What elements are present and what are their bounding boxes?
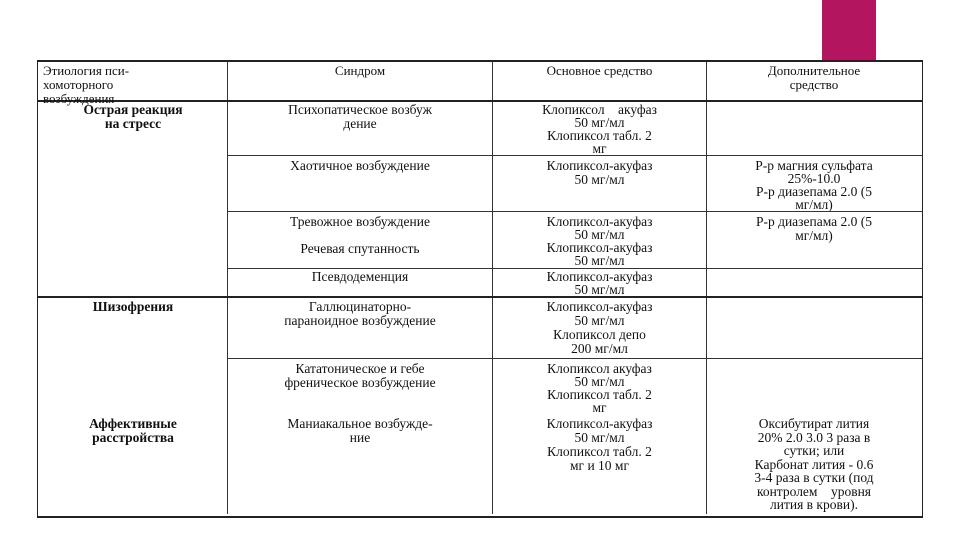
etiology-affective: Аффективные расстройства — [89, 417, 177, 445]
syndrome-manic: Маниакальное возбужде- ние — [287, 417, 433, 445]
etiology-schizophrenia: Шизофрения — [92, 300, 174, 314]
therapy-table — [37, 60, 923, 518]
header-syndrome: Синдром — [334, 64, 386, 78]
additional-agent-row2: Р-р магния сульфата 25%-10.0 Р-р диазепама 2.0 (5 мг/мл) — [755, 159, 873, 211]
main-agent-row2: Клопиксол-акуфаз 50 мг/мл — [546, 159, 653, 187]
main-agent-row6: Клопиксол акуфаз 50 мг/мл Клопиксол табл. 2 мг — [547, 362, 652, 414]
row-divider-4 — [38, 296, 922, 298]
row-divider-1 — [227, 155, 922, 156]
main-agent-row4: Клопиксол-акуфаз 50 мг/мл — [546, 270, 653, 296]
syndrome-psychopathic: Психопатическое возбуж дение — [288, 103, 432, 131]
main-agent-row1: Клопиксол акуфаз 50 мг/мл Клопиксол табл. 2 мг — [542, 103, 657, 155]
additional-agent-row3: Р-р диазепама 2.0 (5 мг/мл) — [755, 215, 873, 243]
row-divider-2 — [227, 211, 922, 212]
header-additional-agent: Дополнительное средство — [767, 64, 861, 92]
syndrome-anxious: Тревожное возбуждение — [290, 215, 430, 229]
header-main-agent: Основное средство — [546, 64, 653, 78]
row-divider-3 — [227, 268, 922, 269]
main-agent-row5: Клопиксол-акуфаз 50 мг/мл Клопиксол депо 200 мг/мл — [546, 300, 653, 356]
main-agent-row3: Клопиксол-акуфаз 50 мг/мл Клопиксол-акуфаз 50 мг/мл — [546, 215, 653, 268]
etiology-acute-stress: Острая реакция на стресс — [83, 103, 183, 131]
syndrome-hallucinatory: Галлюцинаторно- параноидное возбуждение — [284, 300, 436, 328]
main-agent-row7: Клопиксол-акуфаз 50 мг/мл Клопиксол табл. 2 мг и 10 мг — [546, 417, 653, 473]
accent-bar — [822, 0, 876, 62]
additional-agent-row7: Оксибутират лития 20% 2.0 3.0 3 раза в сутки; или Карбонат лития - 0.6 3-4 раза в сутки (под контролем уровня лития в крови). — [754, 417, 874, 512]
syndrome-pseudodementia: Псевдодеменция — [311, 270, 409, 284]
row-divider-5 — [227, 358, 922, 359]
header-etiology: Этиология пси- хомоторного возбуждения — [43, 64, 130, 106]
syndrome-speech-confusion: Речевая спутанность — [300, 242, 420, 256]
syndrome-chaotic: Хаотичное возбуждение — [290, 159, 430, 173]
syndrome-catatonic: Кататоническое и гебе френическое возбуждение — [284, 362, 436, 390]
